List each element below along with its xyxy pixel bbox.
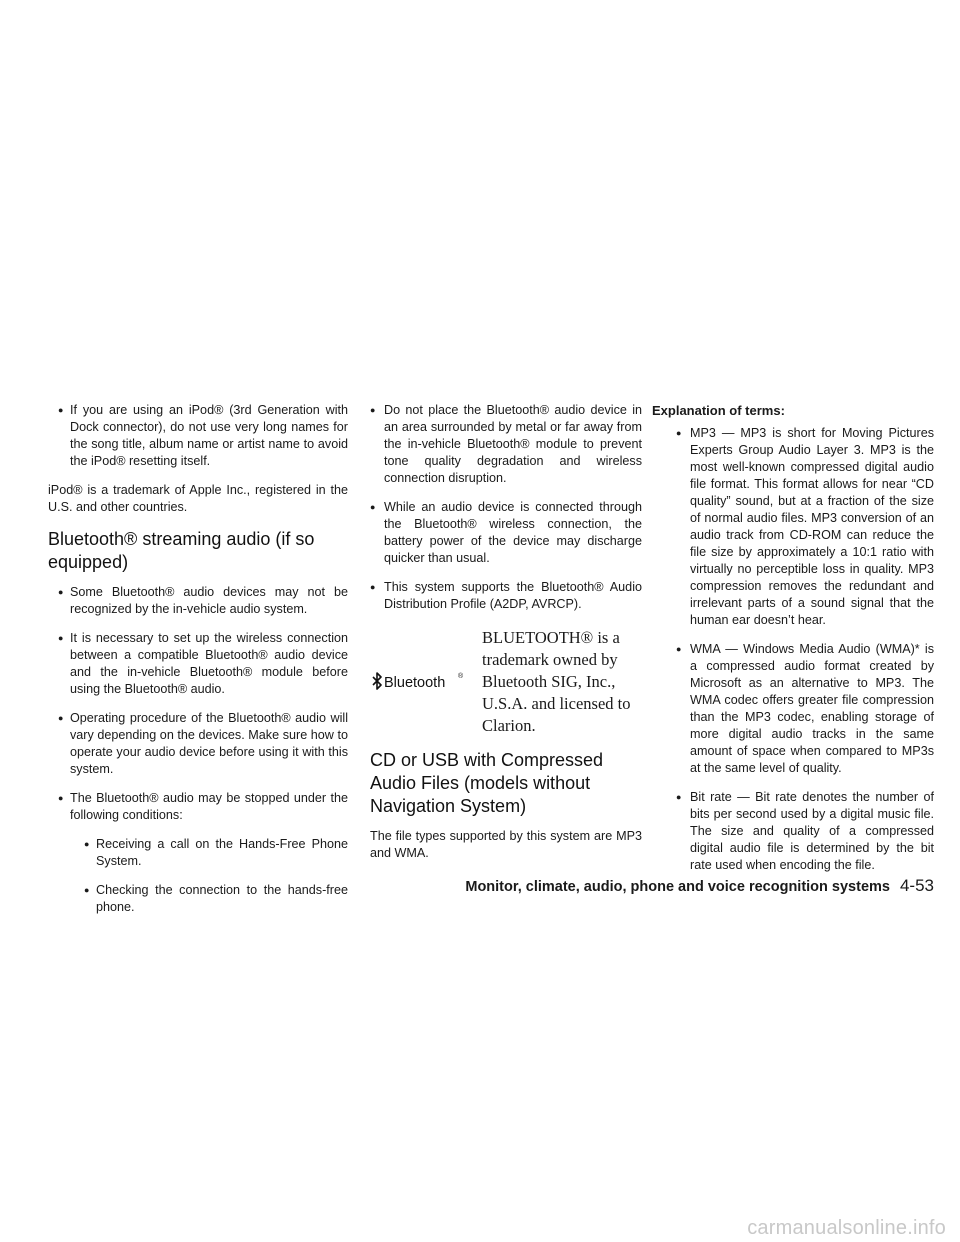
list-item: ● While an audio device is connected through the Bluetooth® wireless connection, the battery power of the device may discharge quicker than usual. [370, 499, 642, 567]
sub-list-item: ● Receiving a call on the Hands-Free Phone System. [48, 836, 348, 870]
bluetooth-trademark-notice: BLUETOOTH® is a trademark owned by Bluetooth SIG, Inc., U.S.A. and licensed to Clarion. [482, 628, 631, 735]
list-item: ● The Bluetooth® audio may be stopped under the following conditions: [48, 790, 348, 824]
list-item: ● MP3 — MP3 is short for Moving Pictures Experts Group Audio Layer 3. MP3 is the most well-known compressed digital audio file format. This format allows for near “CD quality” sound, but at a fraction of the size of normal audio files. MP3 conversion of an audio track from CD-ROM can reduce the file size by approximately a 10:1 ratio with virtually no perceptible loss in quality. MP3 compression removes the redundant and irrelevant parts of a sound signal that the human ear doesn’t hear. [652, 425, 934, 629]
list-item: ● Operating procedure of the Bluetooth® audio will vary depending on the devices. Make sure how to operate your audio device before using it with this system. [48, 710, 348, 778]
footer-section-title: Monitor, climate, audio, phone and voice recognition systems [465, 879, 890, 895]
section-heading-bluetooth: Bluetooth® streaming audio (if so equipped) [48, 529, 315, 572]
column-right [652, 402, 934, 886]
bluetooth-rune-icon [370, 668, 470, 696]
page-footer [465, 876, 934, 896]
list-item: ● WMA — Windows Media Audio (WMA)* is a compressed audio format created by Microsoft as an alternative to MP3. The WMA codec offers greater file compression than the MP3 codec, enabling storage of more digital audio tracks in the same amount of space when compared to MP3s at the same level of quality. [652, 641, 934, 777]
terms-heading: Explanation of terms: [652, 403, 785, 418]
list-item: ● It is necessary to set up the wireless connection between a compatible Bluetooth® audio device and the in-vehicle Bluetooth® module before using the Bluetooth® audio. [48, 630, 348, 698]
cd-usb-paragraph: The file types supported by this system are MP3 and WMA. [370, 829, 642, 860]
list-item: ● Some Bluetooth® audio devices may not be recognized by the in-vehicle audio system. [48, 584, 348, 618]
column-left [48, 402, 348, 928]
column-middle [370, 402, 642, 874]
bluetooth-logo-registered-mark: ® [458, 673, 464, 680]
list-item: ● This system supports the Bluetooth® Audio Distribution Profile (A2DP, AVRCP). [370, 579, 642, 613]
list-item: ● If you are using an iPod® (3rd Generation with Dock connector), do not use very long names for the song title, album name or artist name to avoid the iPod® resetting itself. [48, 402, 348, 470]
list-item: ● Bit rate — Bit rate denotes the number of bits per second used by a digital music file. The size and quality of a compressed digital audio file is determined by the bit rate used when encoding the file. [652, 789, 934, 874]
bluetooth-logo-wordmark: Bluetooth [384, 675, 446, 691]
sub-list-item: ● Checking the connection to the hands-free phone. [48, 882, 348, 916]
bluetooth-trademark-box [370, 627, 642, 737]
section-heading-cd-usb: CD or USB with Compressed Audio Files (models without Navigation System) [370, 750, 604, 816]
list-item: ● Do not place the Bluetooth® audio device in an area surrounded by metal or far away from the in-vehicle Bluetooth® module to prevent tone quality degradation and wireless connection disruption. [370, 402, 642, 487]
watermark: carmanualsonline.info [747, 1217, 946, 1239]
page-number: 4-53 [899, 876, 934, 895]
ipod-trademark-note: iPod® is a trademark of Apple Inc., registered in the U.S. and other countries. [48, 483, 348, 514]
bluetooth-logo [370, 668, 470, 696]
